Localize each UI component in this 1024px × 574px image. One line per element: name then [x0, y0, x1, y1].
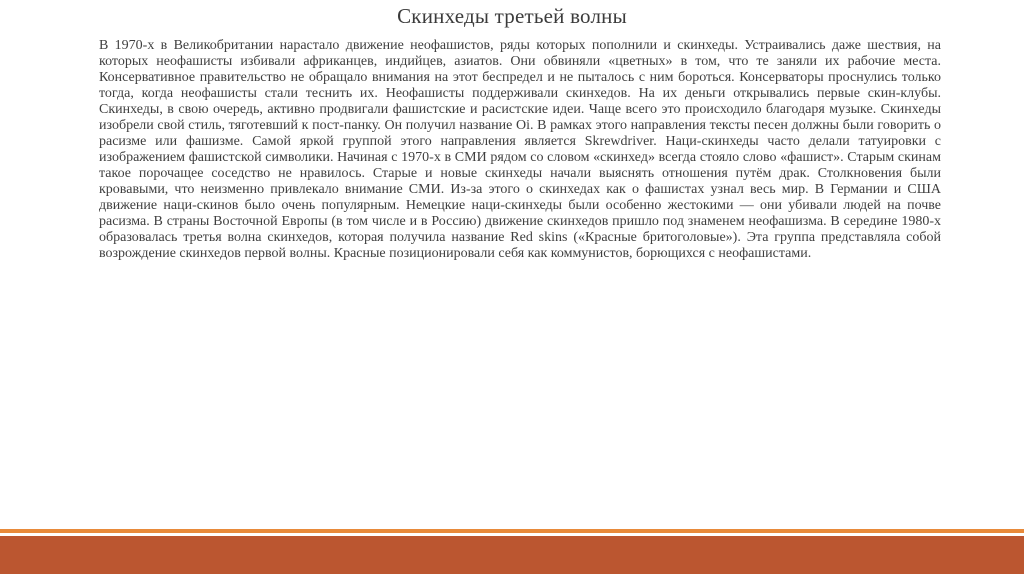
- slide-title: Скинхеды третьей волны: [397, 4, 627, 28]
- slide-body-text: В 1970-х в Великобритании нарастало движение неофашистов, ряды которых пополнили и скинхеды. Устраивались даже шествия, на которых неофашисты избивали африканцев, индийцев, азиатов. Они обвиняли «цветных» в том, что те заняли их рабочие места. Консервативное правительство не обращало внимания на этот беспредел и не пыталось с ним бороться. Консерваторы проснулись только тогда, когда неофашисты стали теснить их. Неофашисты поддерживали скинхедов. На их деньги открывались первые скин-клубы. Скинхеды, в свою очередь, активно продвигали фашистские и расистские идеи. Чаще всего это происходило благодаря музыке. Скинхеды изобрели свой стиль, тяготевший к пост-панку. Он получил название Oi. В рамках этого направления тексты песен должны были говорить о расизме или фашизме. Самой яркой группой этого направления является Skrewdriver. Наци-скинхеды часто делали татуировки с изображением фашистской символики. Начиная с 1970-х в СМИ рядом со словом «скинхед» всегда стояло слово «фашист». Старым скинам такое порочащее соседство не нравилось. Старые и новые скинхеды начали выяснять отношения путём драк. Столкновения были кровавыми, что неизменно привлекало внимание СМИ. Из-за этого о скинхедах как о фашистах узнал весь мир. В Германии и США движение наци-скинов было очень популярным. Немецкие наци-скинхеды были особенно жестокими — они убивали людей на почве расизма. В страны Восточной Европы (в том числе и в Россию) движение скинхедов пришло под знаменем неофашизма. В середине 1980-х образовалась третья волна скинхедов, которая получила название Red skins («Красные бритоголовые»). Эта группа представляла собой возрождение скинхедов первой волны. Красные позиционировали себя как коммунистов, борющихся с неофашистами.: [99, 38, 941, 261]
- footer-bar: [0, 536, 1024, 574]
- footer-accent-line: [0, 529, 1024, 533]
